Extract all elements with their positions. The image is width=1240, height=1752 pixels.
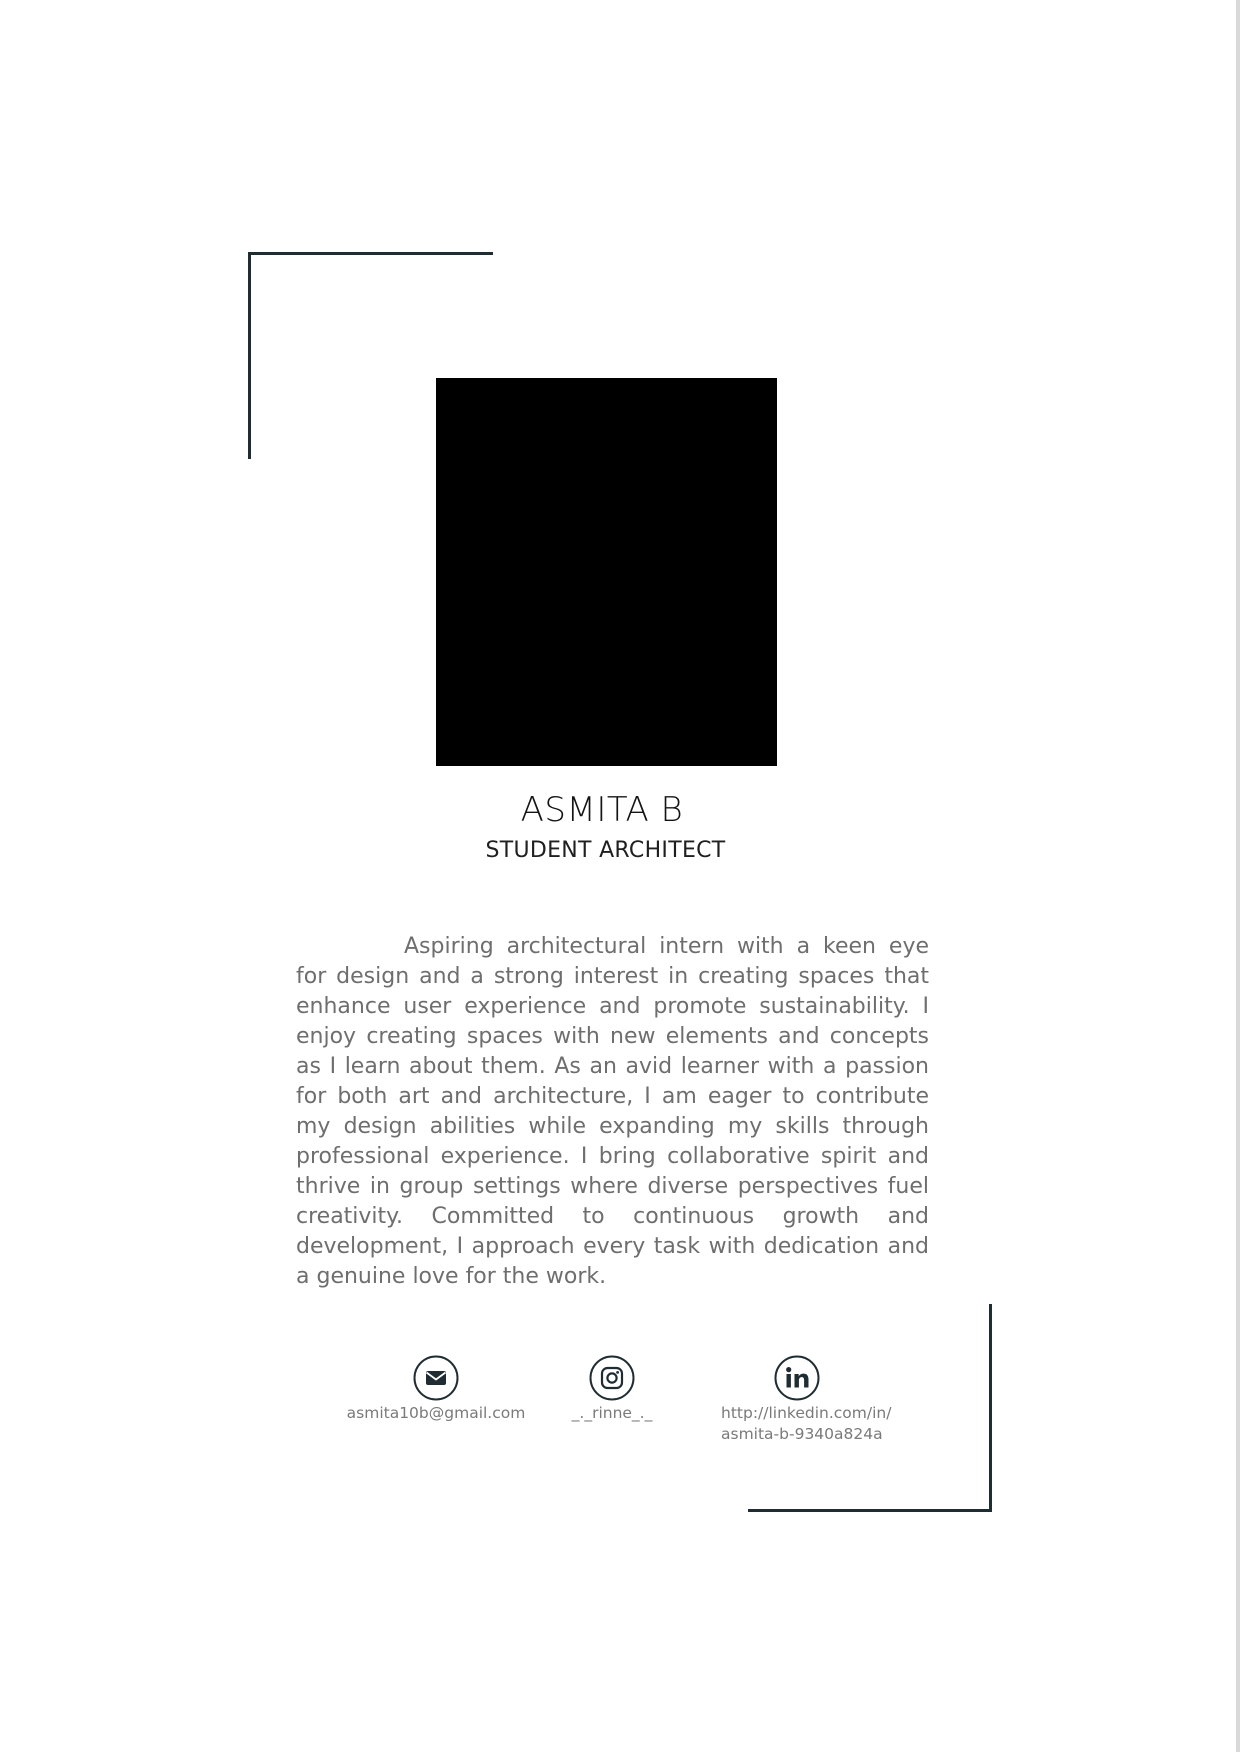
frame-corner-top-left-vertical [248,252,251,459]
frame-corner-bottom-right-vertical [989,1304,992,1512]
linkedin-url-line1[interactable]: http://linkedin.com/in/ [721,1404,892,1422]
contact-email[interactable] [336,1355,536,1424]
linkedin-icon [774,1355,820,1401]
page-edge-shadow [1236,0,1240,1752]
profile-name: ASMITA B [520,790,684,830]
frame-corner-bottom-right-horizontal [748,1509,992,1512]
email-text[interactable]: asmita10b@gmail.com [346,1404,526,1422]
profile-role: STUDENT ARCHITECT [485,838,726,863]
profile-photo [436,378,777,766]
contact-linkedin[interactable] [710,1355,892,1445]
envelope-icon [413,1355,459,1401]
instagram-handle[interactable]: _._rinne_._ [571,1404,653,1422]
instagram-icon [589,1355,635,1401]
linkedin-url-line2[interactable]: asmita-b-9340a824a [721,1425,883,1443]
frame-corner-top-left-horizontal [248,252,493,255]
bio-paragraph: Aspiring architectural intern with a keen eye for design and a strong interest in creating spaces that enhance user experience and promote sustainability. I enjoy creating spaces with new elements and concepts as I learn about them. As an avid learner with a passion for both art and architecture, I am eager to contribute my design abilities while expanding my skills through professional experience. I bring collaborative spirit and thrive in group settings where diverse perspectives fuel creativity. Committed to continuous growth and development, I approach every task with dedication and a genuine love for the work. [296,934,929,1289]
contact-instagram[interactable] [547,1355,677,1424]
